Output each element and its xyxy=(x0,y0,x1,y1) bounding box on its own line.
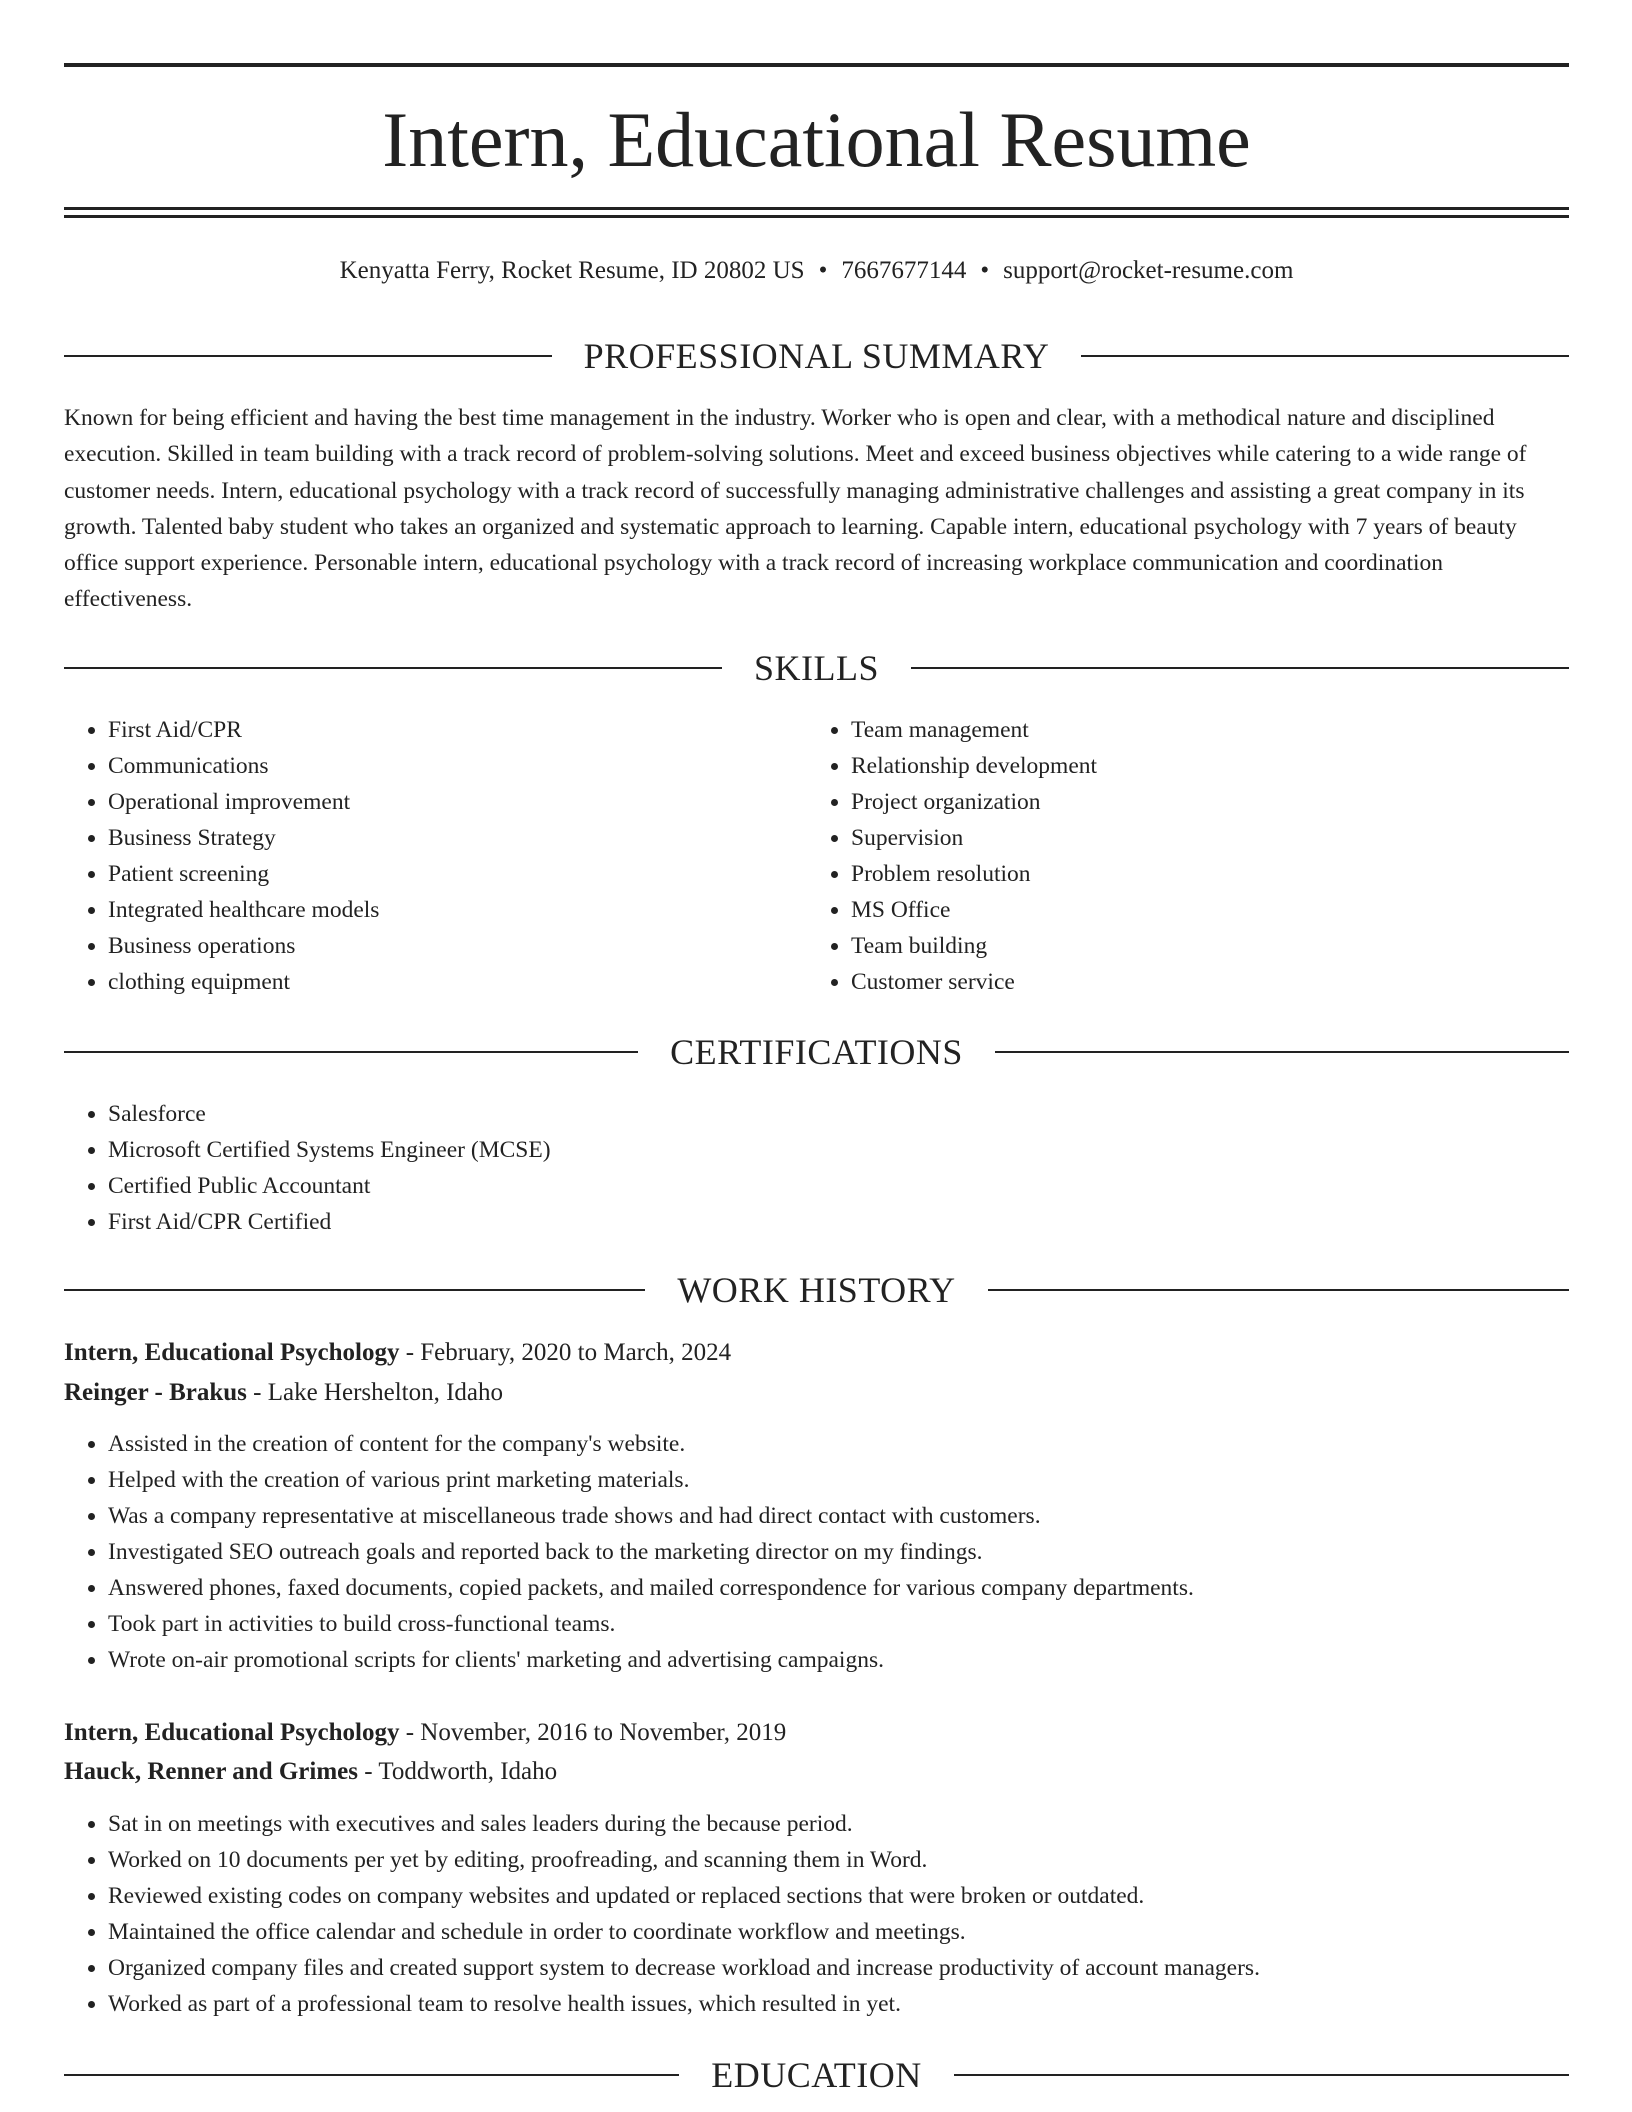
section-heading-education xyxy=(64,2055,1569,2095)
list-item: • Microsoft Certified Systems Engineer (MCSE) xyxy=(108,1132,1568,1168)
heading-rule xyxy=(64,1289,645,1291)
resume-title: Intern, Educational Resume xyxy=(382,96,1251,183)
section-title: WORK HISTORY xyxy=(677,1270,956,1310)
section-title: CERTIFICATIONS xyxy=(670,1032,963,1072)
certifications-list xyxy=(64,1096,1568,1240)
contact-separator: • xyxy=(980,257,990,284)
list-item: • Business operations xyxy=(108,928,798,964)
list-item: • Certified Public Accountant xyxy=(108,1168,1568,1204)
list-item: • Project organization xyxy=(851,784,1551,820)
list-item: • First Aid/CPR xyxy=(108,712,798,748)
list-item: • Team management xyxy=(851,712,1551,748)
contact-line xyxy=(64,254,1569,288)
list-item: • Reviewed existing codes on company websites and updated or replaced sections that were broken or outdated. xyxy=(108,1878,1608,1914)
list-item: • Sat in on meetings with executives and sales leaders during the because period. xyxy=(108,1806,1608,1842)
list-item: • Problem resolution xyxy=(851,856,1551,892)
list-item: • Worked as part of a professional team to resolve health issues, which resulted in yet. xyxy=(108,1986,1608,2022)
job-company: Reinger - Brakus xyxy=(64,1379,247,1406)
header-bottom-rule-2 xyxy=(64,215,1569,218)
list-item: • Organized company files and created support system to decrease workload and increase productivity of account managers. xyxy=(108,1950,1608,1986)
heading-rule xyxy=(64,2074,679,2076)
job-location: - Toddworth, Idaho xyxy=(358,1758,558,1785)
list-item: • Investigated SEO outreach goals and reported back to the marketing director on my findings. xyxy=(108,1534,1608,1570)
job-title: Intern, Educational Psychology xyxy=(64,1339,400,1366)
contact-address: Kenyatta Ferry, Rocket Resume, ID 20802 US xyxy=(339,257,805,284)
job-title: Intern, Educational Psychology xyxy=(64,1719,400,1746)
list-item: • Integrated healthcare models xyxy=(108,892,798,928)
job-company: Hauck, Renner and Grimes xyxy=(64,1758,358,1785)
job-title-line xyxy=(64,1716,786,1750)
list-item: • Customer service xyxy=(851,964,1551,1000)
list-item: • Worked on 10 documents per yet by editing, proofreading, and scanning them in Word. xyxy=(108,1842,1608,1878)
job-title-line xyxy=(64,1336,731,1370)
job-company-line xyxy=(64,1376,503,1410)
list-item: • Took part in activities to build cross-functional teams. xyxy=(108,1606,1608,1642)
list-item: • Team building xyxy=(851,928,1551,964)
heading-rule xyxy=(64,667,722,669)
contact-phone: 7667677144 xyxy=(841,257,967,284)
header-bottom-rule-1 xyxy=(64,207,1569,210)
heading-rule xyxy=(911,667,1569,669)
job-bullets xyxy=(64,1806,1608,2022)
list-item: • clothing equipment xyxy=(108,964,798,1000)
list-item: • Salesforce xyxy=(108,1096,1568,1132)
heading-rule xyxy=(1081,355,1569,357)
job-company-line xyxy=(64,1755,557,1789)
list-item: • First Aid/CPR Certified xyxy=(108,1204,1568,1240)
section-title: SKILLS xyxy=(754,648,880,688)
heading-rule xyxy=(64,1051,638,1053)
list-item: • Relationship development xyxy=(851,748,1551,784)
skills-list-left xyxy=(64,712,798,1000)
section-title: EDUCATION xyxy=(711,2055,922,2095)
job-bullets xyxy=(64,1426,1608,1678)
list-item: • Business Strategy xyxy=(108,820,798,856)
list-item: • Wrote on-air promotional scripts for clients' marketing and advertising campaigns. xyxy=(108,1642,1608,1678)
list-item: • Assisted in the creation of content for the company's website. xyxy=(108,1426,1608,1462)
contact-email[interactable]: support@rocket-resume.com xyxy=(1003,257,1294,284)
section-heading-work-history xyxy=(64,1270,1569,1310)
job-location: - Lake Hershelton, Idaho xyxy=(246,1379,504,1406)
list-item: • MS Office xyxy=(851,892,1551,928)
section-title: PROFESSIONAL SUMMARY xyxy=(583,336,1050,376)
job-dates: - February, 2020 to March, 2024 xyxy=(399,1339,732,1366)
list-item: • Patient screening xyxy=(108,856,798,892)
summary-text: Known for being efficient and having the best time management in the industry. Worker who is open and clear, with a methodical nature and disciplined execution. Skilled in team building with a track record of problem-solving solutions. Meet and exceed business objectives while catering to a wide range of customer needs. Intern, educational psychology with a track record of successfully managing administrative challenges and assisting a great company in its growth. Talented baby student who takes an organized and systematic approach to learning. Capable intern, educational psychology with 7 years of beauty office support experience. Personable intern, educational psychology with a track record of increasing workplace communication and coordination effectiveness. xyxy=(64,405,1527,613)
list-item: • Communications xyxy=(108,748,798,784)
list-item: • Supervision xyxy=(851,820,1551,856)
job-dates: - November, 2016 to November, 2019 xyxy=(399,1719,787,1746)
section-heading-certifications xyxy=(64,1032,1569,1072)
heading-rule xyxy=(64,355,552,357)
heading-rule xyxy=(988,1289,1569,1291)
section-heading-skills xyxy=(64,648,1569,688)
list-item: • Answered phones, faxed documents, copied packets, and mailed correspondence for various company departments. xyxy=(108,1570,1608,1606)
list-item: • Maintained the office calendar and schedule in order to coordinate workflow and meetings. xyxy=(108,1914,1608,1950)
list-item: • Helped with the creation of various print marketing materials. xyxy=(108,1462,1608,1498)
heading-rule xyxy=(954,2074,1569,2076)
skills-list-right xyxy=(807,712,1551,1000)
list-item: • Operational improvement xyxy=(108,784,798,820)
list-item: • Was a company representative at miscellaneous trade shows and had direct contact with customers. xyxy=(108,1498,1608,1534)
header-top-rule xyxy=(64,63,1569,67)
section-heading-summary xyxy=(64,336,1569,376)
contact-separator: • xyxy=(818,257,828,284)
heading-rule xyxy=(995,1051,1569,1053)
